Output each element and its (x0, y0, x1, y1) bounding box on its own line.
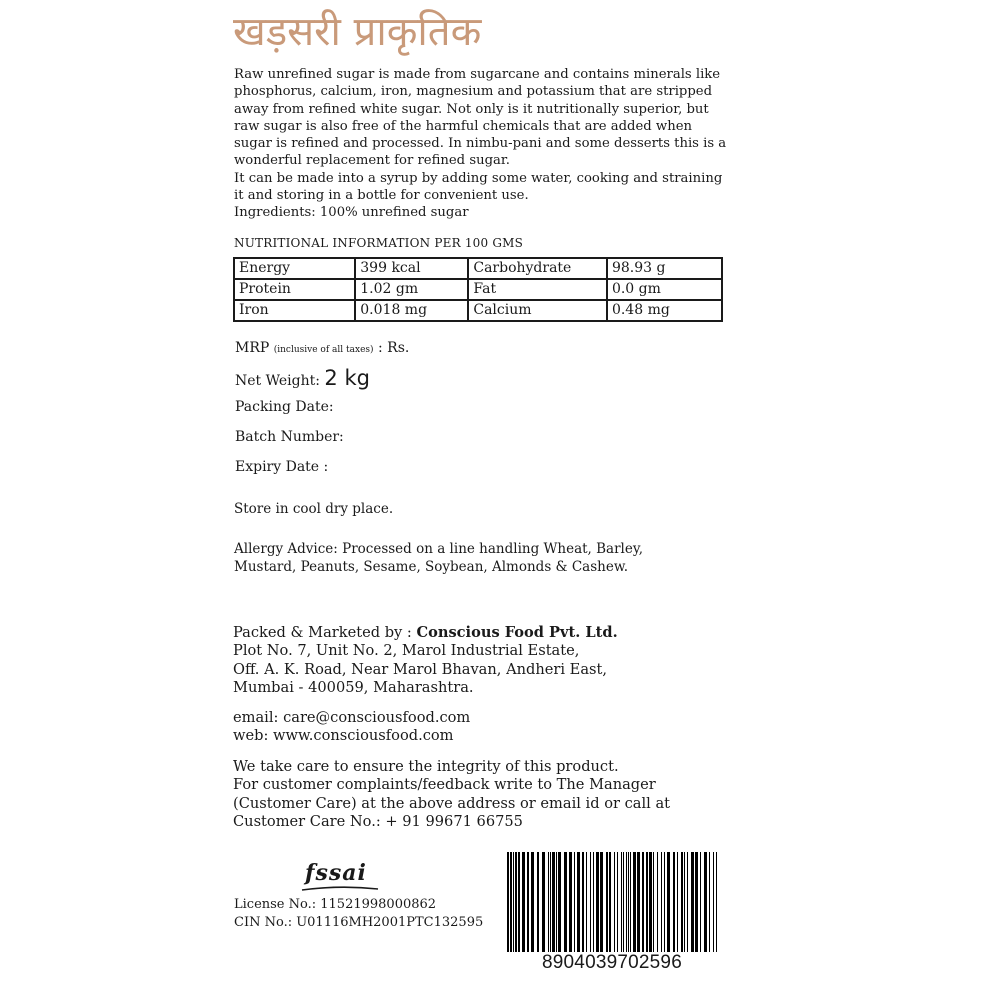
table-cell: 0.018 mg (355, 300, 468, 321)
table-row (234, 258, 722, 279)
table-cell: 0.48 mg (607, 300, 722, 321)
fssai-swoosh-icon (300, 886, 380, 892)
barcode-bar (586, 852, 587, 952)
barcode-bar (684, 852, 685, 952)
barcode-bar (623, 852, 624, 952)
address-line: Mumbai - 400059, Maharashtra. (233, 679, 474, 697)
barcode-bar (600, 852, 603, 952)
address-line: Off. A. K. Road, Near Marol Bhavan, Andheri East, (233, 660, 608, 678)
barcode-bar (673, 852, 675, 952)
net-weight-field (235, 366, 370, 390)
table-cell: 399 kcal (355, 258, 468, 279)
mrp-field (235, 340, 409, 356)
table-row (234, 279, 722, 300)
barcode-bar (637, 852, 640, 952)
barcode-bar (704, 852, 707, 952)
barcode-bar (677, 852, 678, 952)
barcode-bar (609, 852, 611, 952)
expiry-date-field: Expiry Date : (235, 459, 329, 475)
packer-line (233, 624, 618, 642)
barcode-bar (513, 852, 514, 952)
care-line: We take care to ensure the integrity of this product. (233, 758, 619, 775)
barcode-bar (606, 852, 608, 952)
net-weight-label: Net Weight: (235, 373, 320, 389)
barcode-bar (630, 852, 631, 952)
barcode-bar (664, 852, 665, 952)
barcode-bar (596, 852, 599, 952)
allergy-line: Mustard, Peanuts, Sesame, Soybean, Almonds & Cashew. (234, 559, 629, 575)
barcode-bar (646, 852, 648, 952)
table-cell: 98.93 g (607, 258, 722, 279)
barcode-bar (507, 852, 509, 952)
barcode-bar (617, 852, 618, 952)
barcode-bar (542, 852, 545, 952)
web-line: web: www.consciousfood.com (233, 727, 454, 745)
barcode-bar (709, 852, 710, 952)
barcode-bar (691, 852, 694, 952)
mrp-label: MRP (235, 340, 270, 356)
barcode-bar (548, 852, 549, 952)
license-block (234, 896, 483, 931)
customer-care-block (233, 758, 670, 832)
barcode-bar (550, 852, 551, 952)
barcode-bar (657, 852, 658, 952)
barcode-bar (628, 852, 629, 952)
table-cell: Calcium (468, 300, 607, 321)
packing-date-field: Packing Date: (235, 399, 334, 415)
table-cell: Energy (234, 258, 355, 279)
packer-block (233, 624, 618, 698)
barcode-bar (537, 852, 539, 952)
packer-label: Packed & Marketed by : (233, 624, 417, 641)
barcode-bar (687, 852, 688, 952)
barcode-bar (515, 852, 517, 952)
barcode-bar (590, 852, 591, 952)
barcode-bar (569, 852, 572, 952)
barcode-bar (582, 852, 584, 952)
mrp-suffix: : Rs. (377, 340, 410, 356)
description-paragraph: It can be made into a syrup by adding some water, cooking and straining it and storing in a bottle for convenient use. (234, 170, 723, 204)
description-paragraph: Raw unrefined sugar is made from sugarcane and contains minerals like phosphorus, calcium, iron, magnesium and potassium that are stripped away from refined white sugar. Not only is it nutritionally superior, but raw sugar is also free of the harmful chemicals that are added when sugar is refined and processed. In nimbu-pani and some desserts this is a wonderful replacement for refined sugar. (234, 67, 727, 169)
barcode-bar (558, 852, 561, 952)
mrp-note: (inclusive of all taxes) (273, 345, 374, 355)
license-number: License No.: 11521998000862 (234, 897, 437, 912)
care-line: (Customer Care) at the above address or email id or call at (233, 794, 671, 812)
contact-block (233, 709, 470, 746)
table-cell: Iron (234, 300, 355, 321)
barcode-bar (642, 852, 644, 952)
table-cell: 0.0 gm (607, 279, 722, 300)
barcode-icon (507, 852, 717, 952)
product-description (234, 66, 734, 222)
fssai-logo: fssai (305, 860, 367, 886)
barcode-bar (522, 852, 525, 952)
barcode-bar (667, 852, 670, 952)
barcode-bar (713, 852, 714, 952)
table-cell: 1.02 gm (355, 279, 468, 300)
barcode-bar (621, 852, 622, 952)
barcode-bar (527, 852, 529, 952)
table-cell: Protein (234, 279, 355, 300)
barcode-bar (531, 852, 534, 952)
cin-number: CIN No.: U01116MH2001PTC132595 (234, 914, 484, 930)
address-line: Plot No. 7, Unit No. 2, Marol Industrial Estate, (233, 642, 580, 660)
barcode-bar (564, 852, 567, 952)
barcode-bar (556, 852, 557, 952)
table-cell: Carbohydrate (468, 258, 607, 279)
barcode-bar (614, 852, 615, 952)
barcode-bar (653, 852, 654, 952)
product-title: खड़सरी प्राकृतिक (233, 9, 482, 55)
care-line: For customer complaints/feedback write to The Manager (233, 776, 656, 794)
batch-number-field: Batch Number: (235, 429, 344, 445)
barcode-bar (633, 852, 636, 952)
barcode-bar (661, 852, 662, 952)
barcode-bar (700, 852, 701, 952)
care-line: Customer Care No.: + 91 99671 66755 (233, 813, 523, 831)
barcode-bar (649, 852, 652, 952)
barcode-bar (716, 852, 717, 952)
nutrition-table (233, 257, 723, 322)
allergy-advice (234, 540, 643, 576)
barcode-bar (681, 852, 683, 952)
storage-note: Store in cool dry place. (234, 501, 394, 517)
barcode-bar (695, 852, 698, 952)
barcode-bar (593, 852, 594, 952)
barcode-number: 8904039702596 (542, 952, 682, 973)
table-row (234, 300, 722, 321)
barcode-bar (626, 852, 627, 952)
ingredients-line: Ingredients: 100% unrefined sugar (234, 205, 469, 221)
packer-company: Conscious Food Pvt. Ltd. (416, 624, 618, 641)
barcode-bar (574, 852, 575, 952)
barcode-bar (577, 852, 580, 952)
barcode-bar (518, 852, 520, 952)
nutrition-heading: NUTRITIONAL INFORMATION PER 100 GMS (234, 236, 524, 250)
email-line: email: care@consciousfood.com (233, 709, 471, 726)
table-cell: Fat (468, 279, 607, 300)
barcode-bar (510, 852, 512, 952)
barcode-bar (552, 852, 555, 952)
net-weight-value: 2 kg (324, 366, 370, 390)
allergy-line: Allergy Advice: Processed on a line handling Wheat, Barley, (234, 541, 643, 557)
